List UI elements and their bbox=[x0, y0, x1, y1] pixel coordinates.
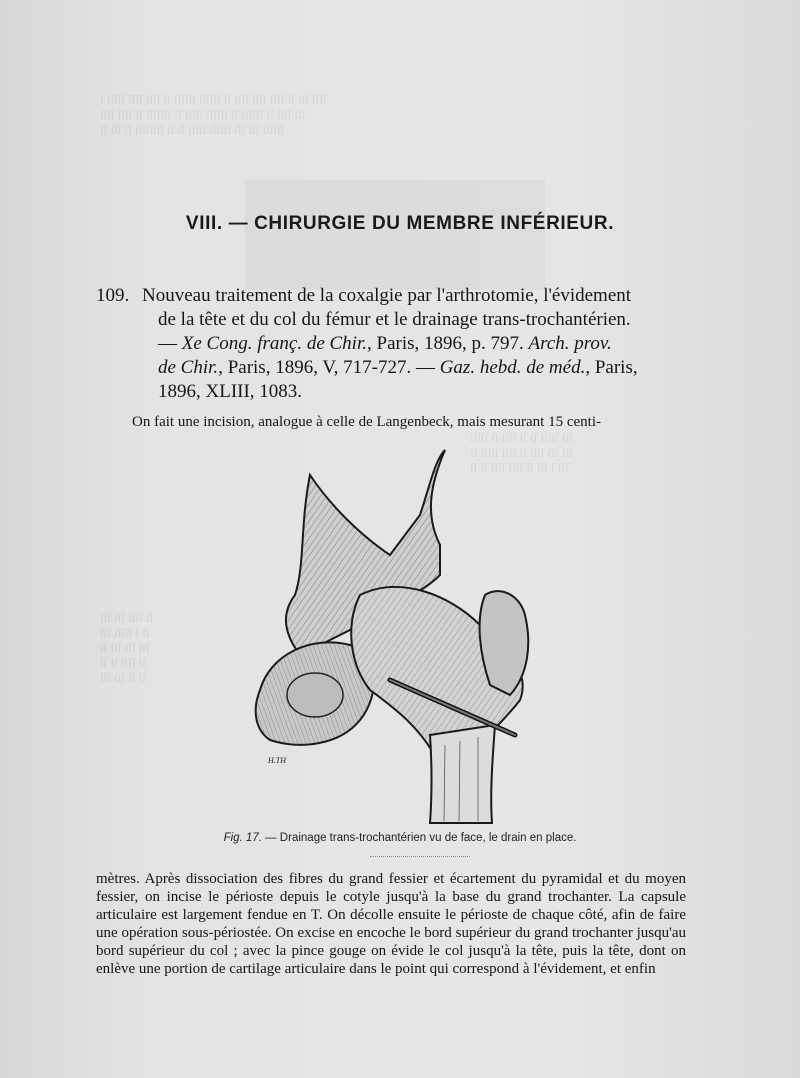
entry-title-line-1: Nouveau traitement de la coxalgie par l'arthrotomie, l'évidement bbox=[142, 285, 632, 306]
entry-citation-line-3: 1896, XLIII, 1083. bbox=[158, 381, 303, 402]
paragraph-procedure: mètres. Après dissociation des fibres du grand fessier et écartement du pyramidal et du moyen fessier, on incise le périoste depuis le cotyle jusqu'à la base du grand trochanter. La capsule articulaire est largement fendue en T. On décolle ensuite le périoste de chaque côté, afin de faire une opération sous-périostée. On excise en encoche le bord supérieur du grand trochanter jusqu'au bord supérieur du col ; avec la pince gouge on évide le col jusqu'à la tête, puis la tête, dont on enlève une portion de cartilage articulaire dans le point qui correspond à l'évidement, et enfin bbox=[96, 871, 686, 977]
figure-caption: Fig. 17. — Drainage trans-trochantérien vu de face, le drain en place. bbox=[223, 832, 577, 844]
chapter-heading: VIII. — CHIRURGIE DU MEMBRE INFÉRIEUR. bbox=[185, 213, 615, 234]
bleed-through-box bbox=[245, 180, 545, 290]
engraver-signature: H.TH bbox=[268, 756, 287, 765]
entry-title-line-2: de la tête et du col du fémur et le drainage trans-trochantérien. bbox=[158, 309, 631, 330]
bleed-through-text-3: ſſſ ſſſ ſſſſ ſſ ſſſ ſſſſſ ſ ſſ ſſ ſſſ ſſſ ſſſ ſſ ſſ ſſſſ ſſ ſſſ ſſſ ſſ ſſ bbox=[100, 610, 154, 685]
entry-citation-line-1: — Xe Cong. franç. de Chir., Paris, 1896, p. 797. Arch. prov. bbox=[158, 333, 612, 354]
caption-divider bbox=[370, 856, 470, 857]
femur-illustration bbox=[240, 445, 550, 825]
entry-number: 109. bbox=[96, 285, 130, 306]
paragraph-intro: On fait une incision, analogue à celle de Langenbeck, mais mesurant 15 centi- bbox=[132, 414, 601, 430]
bleed-through-text-2: ſſſſſ ſſ ſſſſ ſſ ſſ ſſſſſ ſſſ ſſ ſſſſſ ſſſſ ſſ ſſſſ ſſſ ſſſ ſſ ſſ ſſſſ ſſſſ ſſ ſſſ ſ ſſſ bbox=[470, 430, 573, 475]
bleed-through-text: ſ ſſſſſ ſſſſ ſſſſ ſſ ſſſſſſ ſſſſſſ ſſ ſſſſ ſſſſ ſſſſ ſſ ſſſ ſſſſ ſſſſ ſſſſ ſſ ſſſſſſſ ſſ ſſſſſ ſſſſſſ ſſ ſſſſſſ ſſ ſſſſ ſſſ ſſ ſſſ ſſ ſſſſſſſſ ſſ ſſ ſſſſſ ſſſſſſ ſſſ ſſſ ſſſſſſ bbox=[100, 92, 327, 137]
entry-citation-line-2: de Chir., Paris, 1896, V, 717-727. — Gaz. hebd. de méd., Paris, bbox=[158, 357, 638, 378]
